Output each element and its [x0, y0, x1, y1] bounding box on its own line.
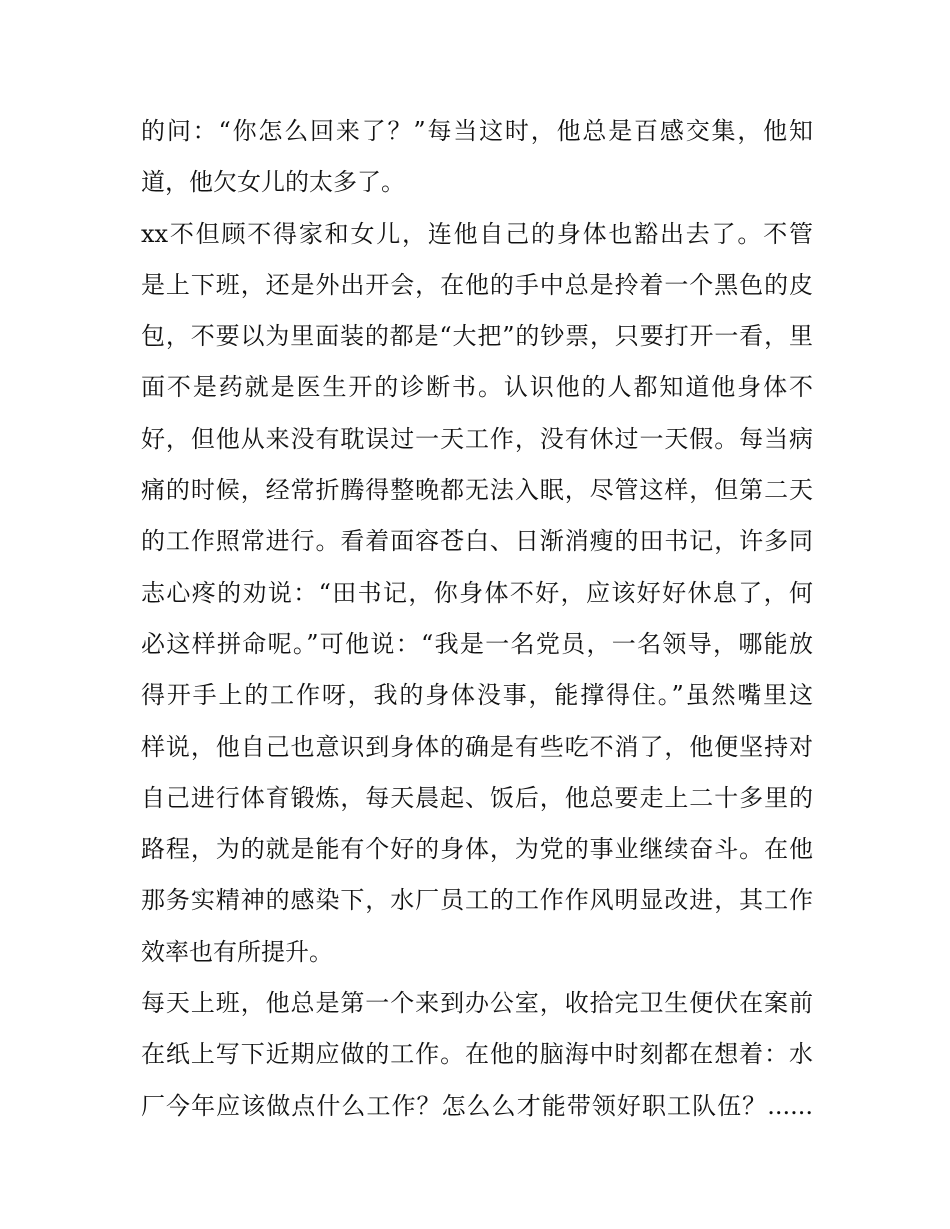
text-line: 每天上班，他总是第一个来到办公室，收拾完卫生便伏在案前	[141, 989, 813, 1018]
text-line: 在纸上写下近期应做的工作。在他的脑海中时刻都在想着：水	[141, 1040, 813, 1069]
text-line: 样说，他自己也意识到身体的确是有些吃不消了，他便坚持对	[141, 732, 813, 761]
text-line: 痛的时候，经常折腾得整晚都无法入眠，尽管这样，但第二天	[141, 476, 813, 505]
text-line: xx不但顾不得家和女儿，连他自己的身体也豁出去了。不管	[141, 219, 813, 248]
text-line: 效率也有所提升。	[141, 937, 333, 966]
text-line: 路程，为的就是能有个好的身体，为党的事业继续奋斗。在他	[141, 835, 813, 864]
text-line: 是上下班，还是外出开会，在他的手中总是拎着一个黑色的皮	[141, 270, 813, 299]
text-line: 自己进行体育锻炼，每天晨起、饭后，他总要走上二十多里的	[141, 783, 813, 812]
text-line: 好，但他从来没有耽误过一天工作，没有休过一天假。每当病	[141, 424, 813, 453]
text-line: 必这样拼命呢。”可他说：“我是一名党员，一名领导，哪能放	[141, 629, 813, 658]
text-line: 的问：“你怎么回来了？”每当这时，他总是百感交集，他知	[141, 117, 813, 145]
text-line: 包，不要以为里面装的都是“大把”的钞票，只要打开一看，里	[141, 322, 813, 351]
text-line: 厂今年应该做点什么工作？怎么么才能带领好职工队伍？......	[141, 1091, 813, 1120]
text-line: 志心疼的劝说：“田书记，你身体不好，应该好好休息了，何	[141, 578, 813, 607]
text-line: 的工作照常进行。看着面容苍白、日渐消瘦的田书记，许多同	[141, 527, 813, 556]
body-text	[141, 106, 813, 1132]
text-line: 那务实精神的感染下，水厂员工的工作作风明显改进，其工作	[141, 886, 813, 915]
text-line: 面不是药就是医生开的诊断书。认识他的人都知道他身体不	[141, 373, 813, 402]
text-line: 道，他欠女儿的太多了。	[141, 168, 405, 197]
text-line: 得开手上的工作呀，我的身体没事，能撑得住。”虽然嘴里这	[141, 681, 813, 710]
